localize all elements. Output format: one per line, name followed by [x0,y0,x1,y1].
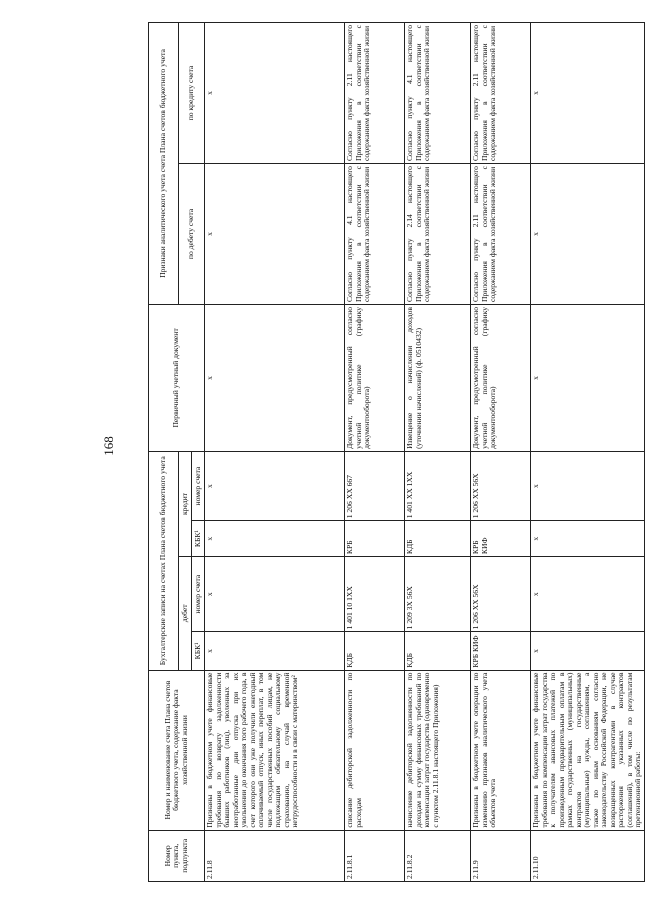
cell-name: Признаны в бюджетном учете операции по изменению признаков аналитического учета объектов учета [471,670,531,830]
cell-debit-kbk: x [205,632,345,670]
cell-analytic-credit: x [531,23,645,164]
cell-analytic-credit: x [205,23,345,164]
cell-credit-acct: x [531,451,645,520]
cell-analytic-debit: Согласно пункту 2.11 настоящего Приложения в соответствии с содержанием факта хозяйственной жизни [471,164,531,305]
table-row [531,23,645,882]
cell-credit-acct: 1 206 XX 56X [471,451,531,520]
cell-num: 2.11.9 [471,830,531,881]
cell-analytic-debit: x [531,164,645,305]
header-by-credit: по кредиту счета [179,23,205,164]
cell-num: 2.11.8 [205,830,345,881]
page-number: 168 [101,436,116,456]
table-row [205,23,345,882]
cell-credit-kbk: КРБ КИФ [471,521,531,557]
cell-debit-acct: 1 401 10 1XX [345,557,405,632]
cell-debit-acct: 1 206 XX 56X [471,557,531,632]
cell-analytic-credit: Согласно пункту 4.1 настоящего Приложения в соответствии с содержанием факта хозяйственной жизни [405,23,471,164]
cell-analytic-credit: Согласно пункту 2.11 настоящего Приложения в соответствии с содержанием факта хозяйственной жизни [345,23,405,164]
cell-document: Документ, предусмотренный согласно учетной политике (графику документооборота) [471,304,531,451]
cell-debit-acct: x [205,557,345,632]
header-name: Номер и наименование счета Плана счетов бюджетного учета, содержание факта хозяйственной жизни [149,670,205,830]
cell-analytic-debit: x [205,164,345,305]
cell-document: x [205,304,345,451]
header-credit-acct: номер счета [192,451,205,520]
cell-credit-kbk: x [531,521,645,557]
header-credit-kbk: КБК¹ [192,521,205,557]
cell-credit-acct: x [205,451,345,520]
cell-credit-kbk: КРБ [345,521,405,557]
cell-num: 2.11.8.1 [345,830,405,881]
header-debit-acct: номер счета [192,557,205,632]
cell-credit-acct: 1 401 XX 1XX [405,451,471,520]
header-debit: дебет [179,557,192,670]
header-credit: кредит [179,451,192,556]
cell-num: 2.11.10 [531,830,645,881]
cell-debit-acct: x [531,557,645,632]
cell-debit-kbk: x [531,632,645,670]
cell-analytic-credit: Согласно пункту 2.11 настоящего Приложения в соответствии с содержанием факта хозяйственной жизни [471,23,531,164]
header-document: Первичный учетный документ [149,304,205,451]
table-row [471,23,531,882]
cell-document: x [531,304,645,451]
cell-credit-kbk: x [205,521,345,557]
header-num: Номер пункта, подпункта [149,830,205,881]
cell-name: начисление дебиторской задолженности по доходам на сумму финансовых требований по компенсации затрат государства (одновременно с пунктом 2.11.8.1 настоящего Приложения) [405,670,471,830]
header-by-debit: по дебету счета [179,164,205,305]
header-debit-kbk: КБК¹ [192,632,205,670]
cell-debit-acct: 1 209 3X 56X [405,557,471,632]
cell-credit-kbk: КДБ [405,521,471,557]
header-analytic: Признаки аналитического учета счета Плана счетов бюджетного учета [149,23,179,305]
accounting-entries-table [148,22,645,882]
cell-debit-kbk: КДБ [405,632,471,670]
table-row [345,23,405,882]
cell-name: Признаны в бюджетном учете финансовые требования по возврату задолженности бывших работников (лиц), уволенных за неотработанные дни отпуска при их увольнении до окончания того рабочего года, в счет которого они уже получили ежегодный оплачиваемый отпуск, иных переплат, в том числе государственных пособий лицам, не подлежащим обязательному социальному страхованию, на случай временной нетрудоспособности и в связи с материнством² [205,670,345,830]
cell-credit-acct: 1 206 XX 667 [345,451,405,520]
table-row [405,23,471,882]
cell-analytic-debit: Согласно пункту 2.14 настоящего Приложения в соответствии с содержанием факта хозяйственной жизни [405,164,471,305]
header-entries: Бухгалтерские записи на счетах Плана счетов бюджетного учета [149,451,179,670]
cell-name: Признаны в бюджетном учете финансовые требования по компенсации затрат государства к получателям авансовых платежей по произведенным предварительным оплатам в рамках государственных (муниципальных) контрактов на государственные (муниципальные) нужды, соглашениям, а также по иным основаниям согласно законодательству Российской Федерации, не возвращенных контрагентами в случае расторжения указанных контрактов (соглашений), в том числе по результатам претензионной работы: [531,670,645,830]
cell-name: списание дебиторской задолженности по расходам [345,670,405,830]
cell-debit-kbk: КРБ КИФ [471,632,531,670]
cell-document: Извещение о начислении доходов (уточнении начислений) (ф. 0510432) [405,304,471,451]
cell-analytic-debit: Согласно пункту 4.1 настоящего Приложения в соответствии с содержанием факта хозяйственной жизни [345,164,405,305]
rotated-table-container [148,22,650,882]
cell-document: Документ, предусмотренный согласно учетной политике (графику документооборота) [345,304,405,451]
cell-num: 2.11.8.2 [405,830,471,881]
cell-debit-kbk: КДБ [345,632,405,670]
